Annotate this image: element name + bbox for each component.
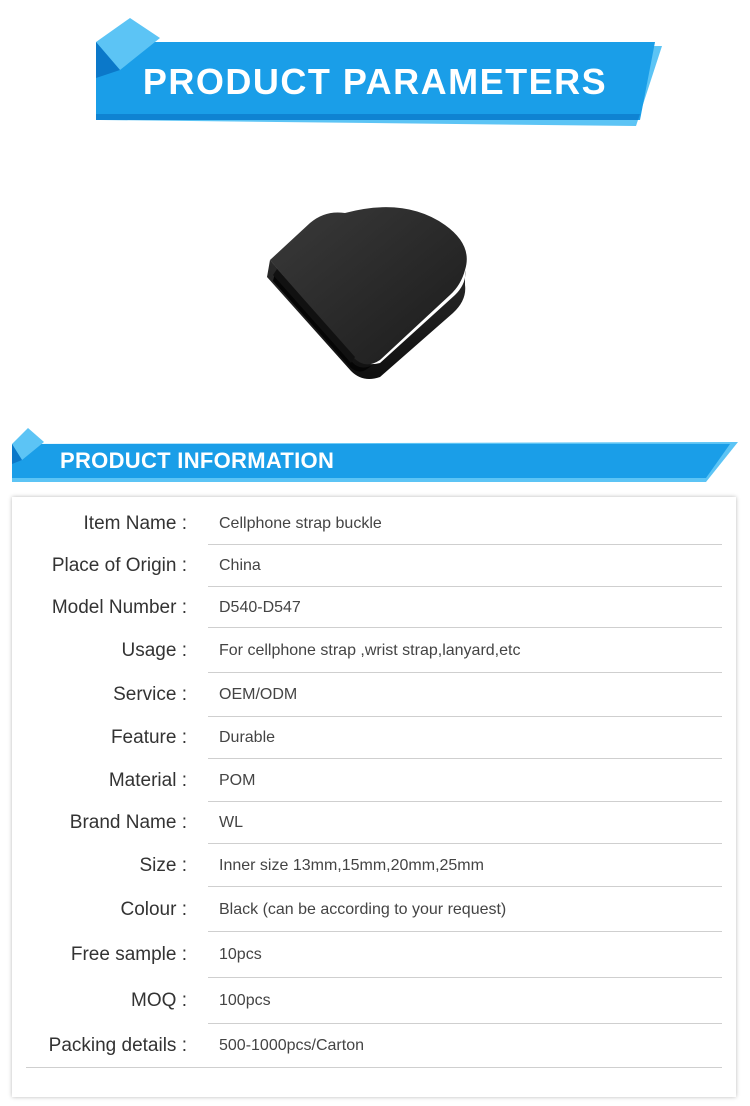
info-row-label: Material :: [108, 769, 187, 791]
info-row-value: 500-1000pcs/Carton: [219, 1037, 364, 1054]
info-row: [12, 887, 736, 932]
info-row-label: Packing details :: [48, 1035, 187, 1056]
info-row-value: Inner size 13mm,15mm,20mm,25mm: [219, 856, 484, 874]
info-row: [12, 673, 736, 717]
row-divider: [26, 1067, 722, 1068]
info-row-label: Place of Origin :: [51, 555, 187, 576]
info-row-value: POM: [219, 771, 256, 789]
info-row-label: Item Name :: [83, 513, 187, 534]
info-row-value: Durable: [219, 729, 276, 746]
info-row: [12, 802, 736, 844]
product-information-banner: [0, 420, 750, 490]
info-row: [12, 1024, 736, 1068]
info-row-value: 100pcs: [219, 992, 271, 1009]
info-row-value: OEM/ODM: [219, 686, 298, 703]
info-row: [12, 717, 736, 759]
info-row: [12, 503, 736, 545]
info-row-value: 10pcs: [219, 946, 262, 963]
info-row-label: Colour :: [120, 898, 187, 920]
info-row: [12, 759, 736, 802]
black-buckle-image: [255, 185, 495, 385]
info-row-label: Brand Name :: [69, 812, 187, 833]
info-row-value: Black (can be according to your request): [219, 900, 507, 918]
info-row: [12, 628, 736, 673]
info-row-value: D540-D547: [219, 598, 301, 616]
product-parameters-banner: [0, 0, 750, 150]
product-info-table: [12, 497, 736, 1097]
info-row-value: For cellphone strap ,wrist strap,lanyard,etc: [219, 641, 521, 659]
info-row-value: China: [219, 557, 261, 574]
info-row-label: Size :: [139, 854, 187, 876]
info-row-label: Feature :: [110, 727, 187, 748]
info-row: [12, 545, 736, 587]
info-row-label: Model Number :: [51, 596, 187, 618]
info-row-label: MOQ :: [131, 990, 187, 1011]
page-title: PRODUCT PARAMETERS: [142, 61, 608, 102]
section-title: PRODUCT INFORMATION: [60, 448, 335, 473]
info-row-value: WL: [219, 814, 243, 831]
info-row-label: Usage :: [121, 639, 187, 661]
info-row: [12, 978, 736, 1024]
info-row-value: Cellphone strap buckle: [219, 515, 382, 532]
info-row: [12, 844, 736, 887]
info-row: [12, 587, 736, 628]
info-row-label: Free sample :: [70, 944, 187, 965]
info-row: [12, 932, 736, 978]
info-row-label: Service :: [113, 684, 187, 705]
